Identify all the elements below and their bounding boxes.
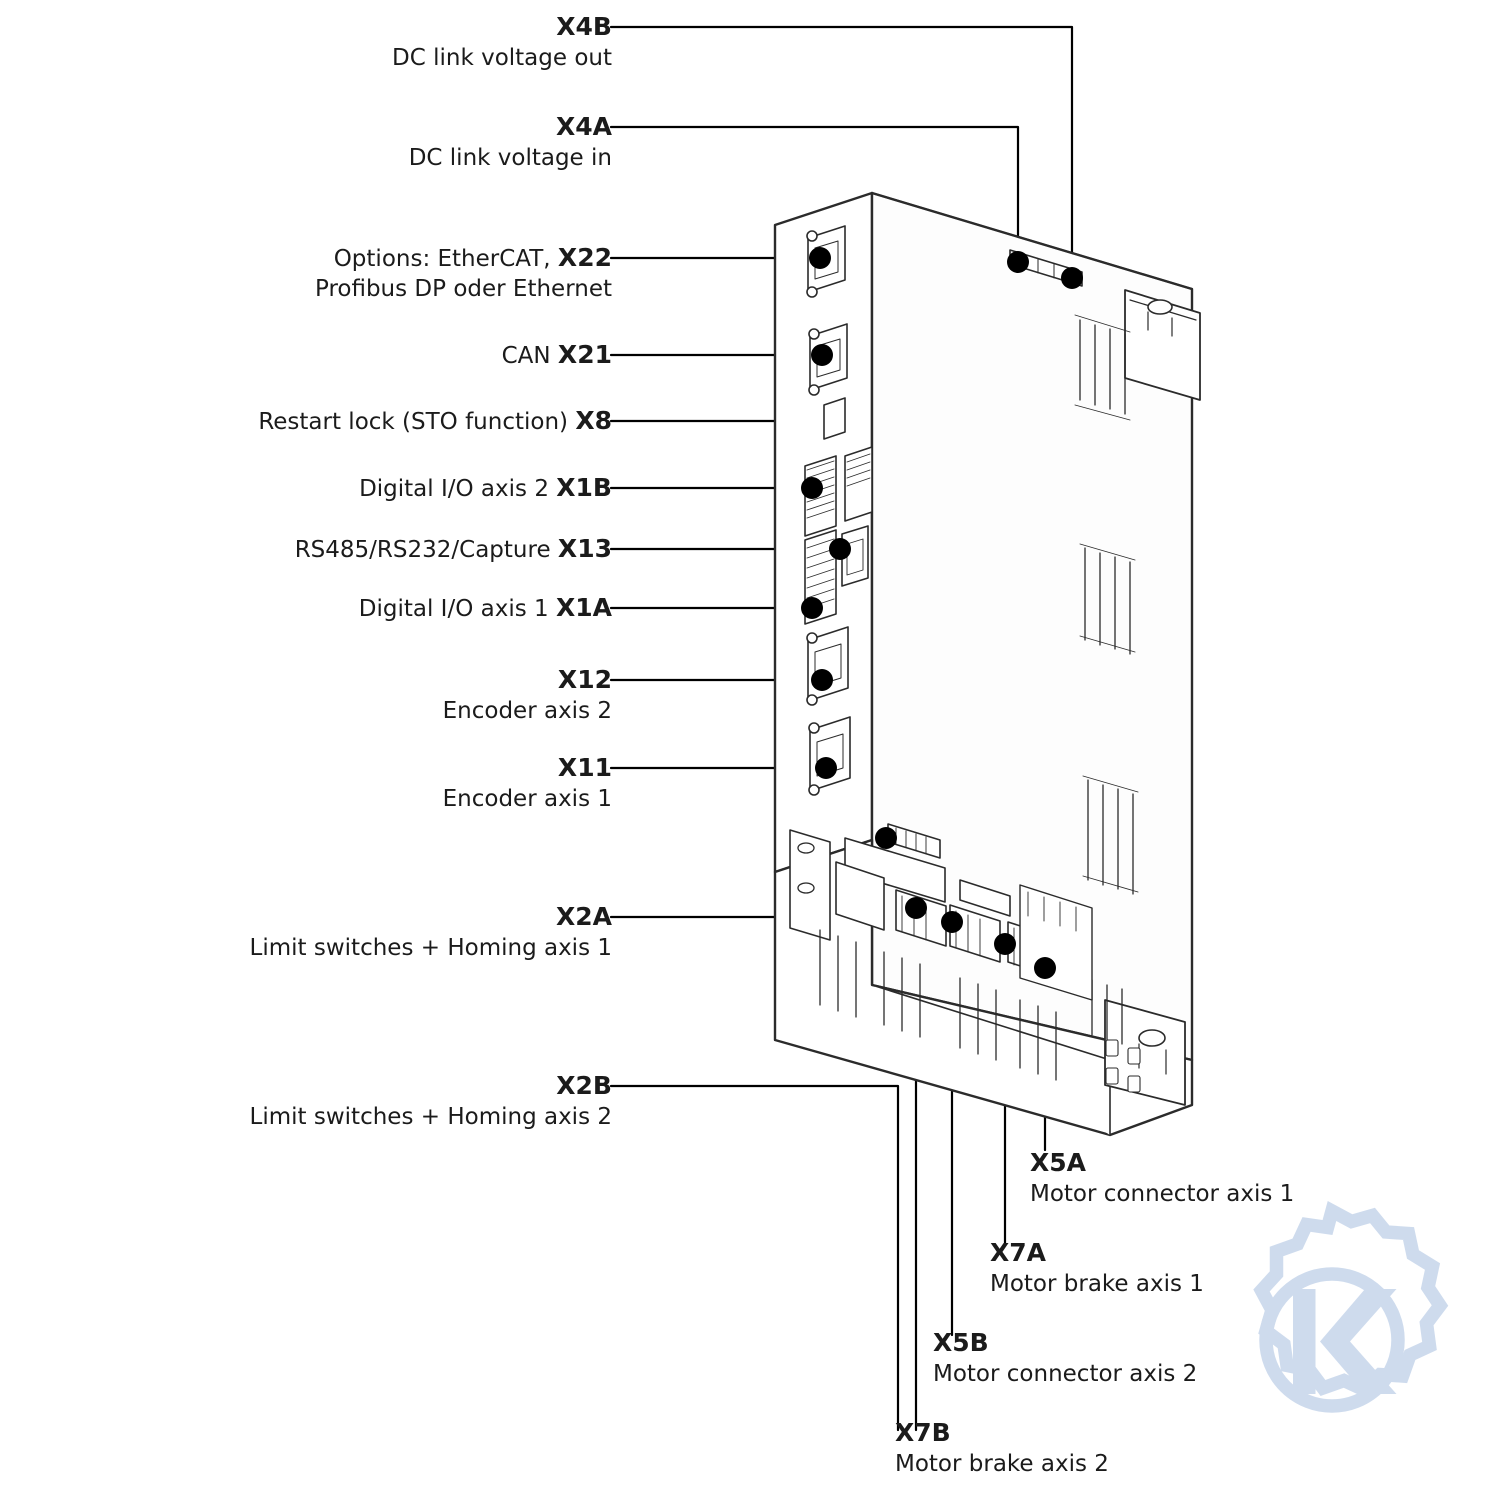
callout-x11-code: X11 [557,753,612,782]
callout-x7b-code: X7B [895,1418,951,1447]
callout-x5b-code: X5B [933,1328,989,1357]
callout-x2b [120,1071,612,1132]
callout-x1b-desc: Digital I/O axis 2 [359,476,549,502]
callout-x12-code: X12 [557,665,612,694]
callout-x5a-desc: Motor connector axis 1 [1030,1181,1295,1207]
callout-x4a [260,112,612,173]
callout-x13 [140,534,612,565]
callout-x1b [160,473,612,504]
callout-x4b [260,12,612,73]
callout-x7b [895,1418,1109,1479]
callout-x2b-desc: Limit switches + Homing axis 2 [249,1104,612,1130]
callout-x4b-desc: DC link voltage out [392,45,612,71]
callout-x22-desc2: Profibus DP oder Ethernet [314,276,612,302]
callout-x4a-desc: DC link voltage in [408,145,612,171]
callout-x7b-desc: Motor brake axis 2 [895,1451,1109,1477]
callout-x12-desc: Encoder axis 2 [442,698,612,724]
callout-x5a [1030,1148,1294,1209]
callout-x2a [120,902,612,963]
callout-x21-desc: CAN [501,343,551,369]
callout-x5a-code: X5A [1030,1148,1087,1177]
callout-x2a-code: X2A [555,902,612,931]
callout-x13-desc: RS485/RS232/Capture [294,537,551,563]
callout-x11 [220,753,612,814]
callout-x1a-desc: Digital I/O axis 1 [358,596,549,622]
callout-x7a-code: X7A [990,1238,1047,1267]
callout-x11-desc: Encoder axis 1 [442,786,612,812]
callout-x8-desc: Restart lock (STO function) [258,409,569,435]
callout-x2b-code: X2B [556,1071,612,1100]
callout-x1a [160,593,612,624]
callout-x8 [120,406,612,437]
callout-x2a-desc: Limit switches + Homing axis 1 [249,935,612,961]
callout-x22-code: X22 [557,243,612,272]
callout-x4a-code: X4A [555,112,612,141]
callout-x21-code: X21 [557,340,612,369]
callout-x4b-code: X4B [556,12,612,41]
callout-x7a [990,1238,1204,1299]
callout-x5b-desc: Motor connector axis 2 [933,1361,1198,1387]
callout-x5b [933,1328,1197,1389]
callout-x8-code: X8 [575,406,612,435]
callout-x1a-code: X1A [555,593,612,622]
callout-x13-code: X13 [557,534,612,563]
callout-x22 [180,243,612,304]
callout-x7a-desc: Motor brake axis 1 [990,1271,1204,1297]
callout-x22-desc: Options: EtherCAT, [333,246,551,272]
callout-x1b-code: X1B [556,473,612,502]
watermark-logo [1182,1190,1482,1490]
callout-x12 [220,665,612,726]
callout-x21 [180,340,612,371]
